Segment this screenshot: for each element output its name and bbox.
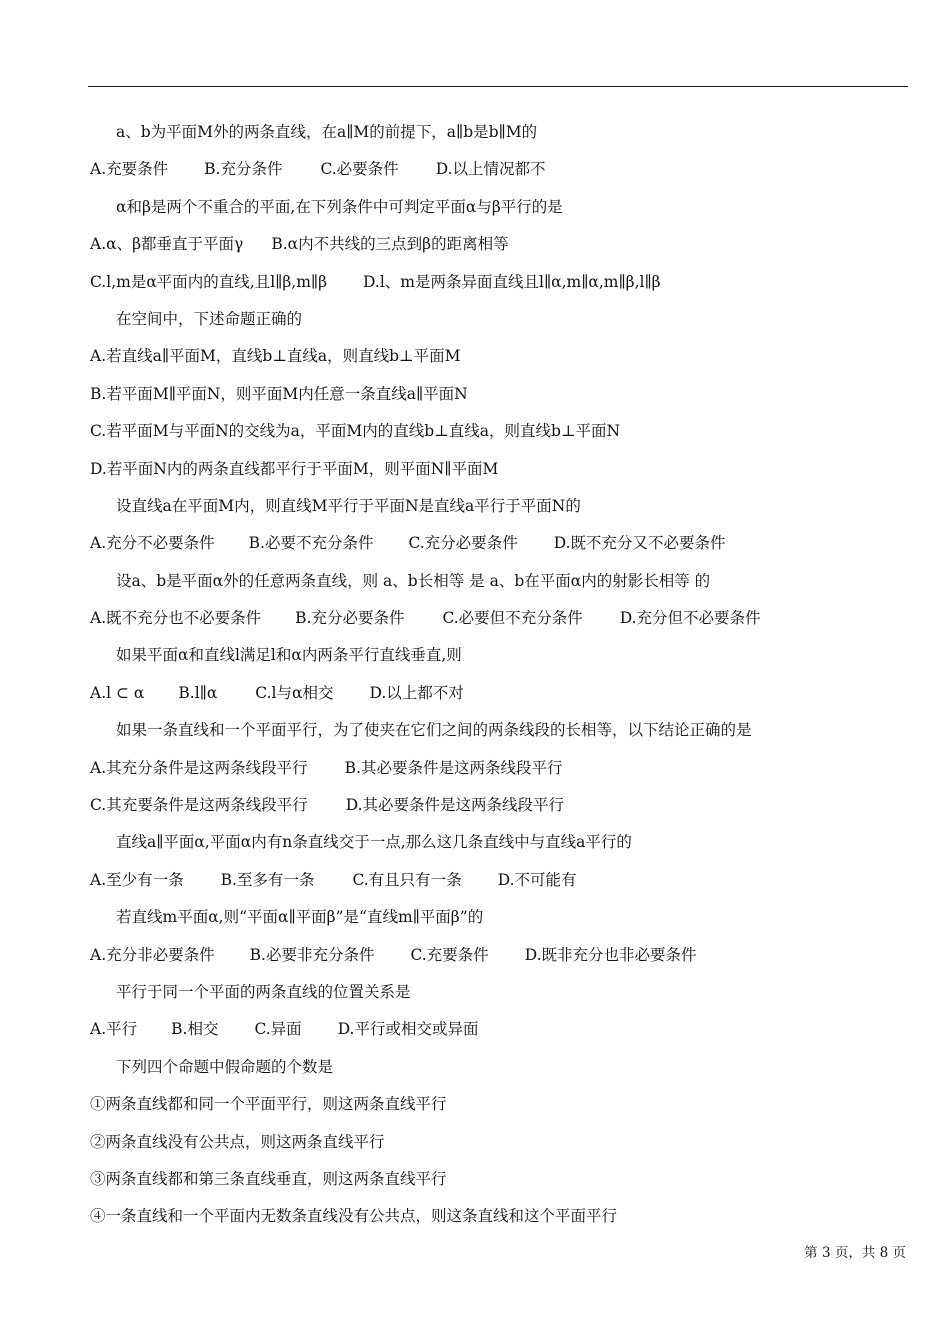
question-text: 如果平面α和直线l满足l和α内两条平行直线垂直,则 <box>116 646 462 665</box>
option-text: A.α、β都垂直于平面γ <box>90 235 244 254</box>
options-row <box>90 151 920 188</box>
option-text: A.充分非必要条件 <box>90 945 215 964</box>
options-row <box>90 1011 920 1048</box>
options-row <box>90 525 920 562</box>
option-text: C.必要但不充分条件 <box>442 609 583 628</box>
option-text: B.l∥α <box>178 683 218 702</box>
statement-text: ①两条直线都和同一个平面平行，则这两条直线平行 <box>90 1095 447 1114</box>
question-text: 平行于同一个平面的两条直线的位置关系是 <box>116 982 411 1001</box>
header-rule <box>88 86 908 87</box>
option-text: D.l、m是两条异面直线且l∥α,m∥α,m∥β,l∥β <box>363 272 661 291</box>
option-text: B.必要非充分条件 <box>249 945 375 964</box>
options-row <box>90 226 920 263</box>
question-text: 设直线a在平面M内，则直线M平行于平面N是直线a平行于平面N的 <box>116 496 581 515</box>
options-row <box>90 787 920 824</box>
question-text: a、b为平面M外的两条直线，在a∥M的前提下，a∥b是b∥M的 <box>116 123 538 141</box>
option-text: A.充分不必要条件 <box>90 534 215 553</box>
options-row <box>90 413 920 450</box>
option-text: C.若平面M与平面N的交线为a，平面M内的直线b⊥直线a，则直线b⊥平面N <box>90 422 621 441</box>
option-text: C.l与α相交 <box>255 683 334 702</box>
option-text: D.平行或相交或异面 <box>337 1020 479 1039</box>
question-text: 下列四个命题中假命题的个数是 <box>116 1057 334 1076</box>
option-text: B.α内不共线的三点到β的距离相等 <box>271 235 509 254</box>
statement-text: ④一条直线和一个平面内无数条直线没有公共点，则这条直线和这个平面平行 <box>90 1207 618 1226</box>
option-text: A.充要条件 <box>90 160 169 179</box>
document-body <box>90 114 920 1236</box>
option-text: C.异面 <box>254 1020 302 1039</box>
option-text: B.至多有一条 <box>220 870 315 889</box>
question-text: 直线a∥平面α,平面α内有n条直线交于一点,那么这几条直线中与直线a平行的 <box>116 833 632 852</box>
option-text: A.l ⊂ α <box>90 683 145 702</box>
options-row <box>90 376 920 413</box>
option-text: B.其必要条件是这两条线段平行 <box>344 758 563 777</box>
options-row <box>90 600 920 637</box>
option-text: A.平行 <box>90 1020 138 1039</box>
options-row <box>90 451 920 488</box>
option-text: D.以上情况都不 <box>435 160 546 179</box>
option-text: A.既不充分也不必要条件 <box>90 609 262 628</box>
option-text: C.有且只有一条 <box>352 870 462 889</box>
options-row <box>90 675 920 712</box>
option-text: D.既非充分也非必要条件 <box>524 945 697 964</box>
page-footer: 第 3 页，共 8 页 <box>804 1245 906 1261</box>
question-text: 在空间中，下述命题正确的 <box>116 309 303 328</box>
option-text: B.若平面M∥平面N，则平面M内任意一条直线a∥平面N <box>90 384 468 403</box>
option-text: A.其充分条件是这两条线段平行 <box>90 758 308 777</box>
option-text: C.l,m是α平面内的直线,且l∥β,m∥β <box>90 272 328 291</box>
option-text: D.若平面N内的两条直线都平行于平面M，则平面N∥平面M <box>90 459 499 478</box>
statement-text: ③两条直线都和第三条直线垂直，则这两条直线平行 <box>90 1169 447 1188</box>
option-text: C.必要条件 <box>320 160 399 179</box>
option-text: C.充要条件 <box>410 945 489 964</box>
option-text: B.必要不充分条件 <box>248 534 374 553</box>
option-text: B.相交 <box>171 1020 219 1039</box>
option-text: A.若直线a∥平面M，直线b⊥直线a，则直线b⊥平面M <box>90 347 461 366</box>
question-text: α和β是两个不重合的平面,在下列条件中可判定平面α与β平行的是 <box>116 197 563 216</box>
options-row <box>90 750 920 787</box>
option-text: D.其必要条件是这两条线段平行 <box>345 796 565 815</box>
question-text: 若直线m平面α,则“平面α∥平面β”是“直线m∥平面β”的 <box>116 908 484 927</box>
option-text: C.其充要条件是这两条线段平行 <box>90 796 308 815</box>
options-row <box>90 937 920 974</box>
option-text: D.不可能有 <box>497 870 577 889</box>
question-text: 设a、b是平面α外的任意两条直线，则 a、b长相等 是 a、b在平面α内的射影长相等 的 <box>116 571 711 590</box>
option-text: D.充分但不必要条件 <box>619 609 761 628</box>
question-text: 如果一条直线和一个平面平行，为了使夹在它们之间的两条线段的长相等，以下结论正确的是 <box>116 721 752 740</box>
option-text: B.充分条件 <box>204 160 283 179</box>
option-text: C.充分必要条件 <box>408 534 518 553</box>
option-text: D.既不充分又不必要条件 <box>553 534 726 553</box>
options-row <box>90 338 920 375</box>
option-text: A.至少有一条 <box>90 870 184 889</box>
options-row <box>90 862 920 899</box>
option-text: B.充分必要条件 <box>295 609 405 628</box>
option-text: D.以上都不对 <box>369 683 464 702</box>
statement-text: ②两条直线没有公共点，则这两条直线平行 <box>90 1132 385 1151</box>
options-row <box>90 264 920 301</box>
